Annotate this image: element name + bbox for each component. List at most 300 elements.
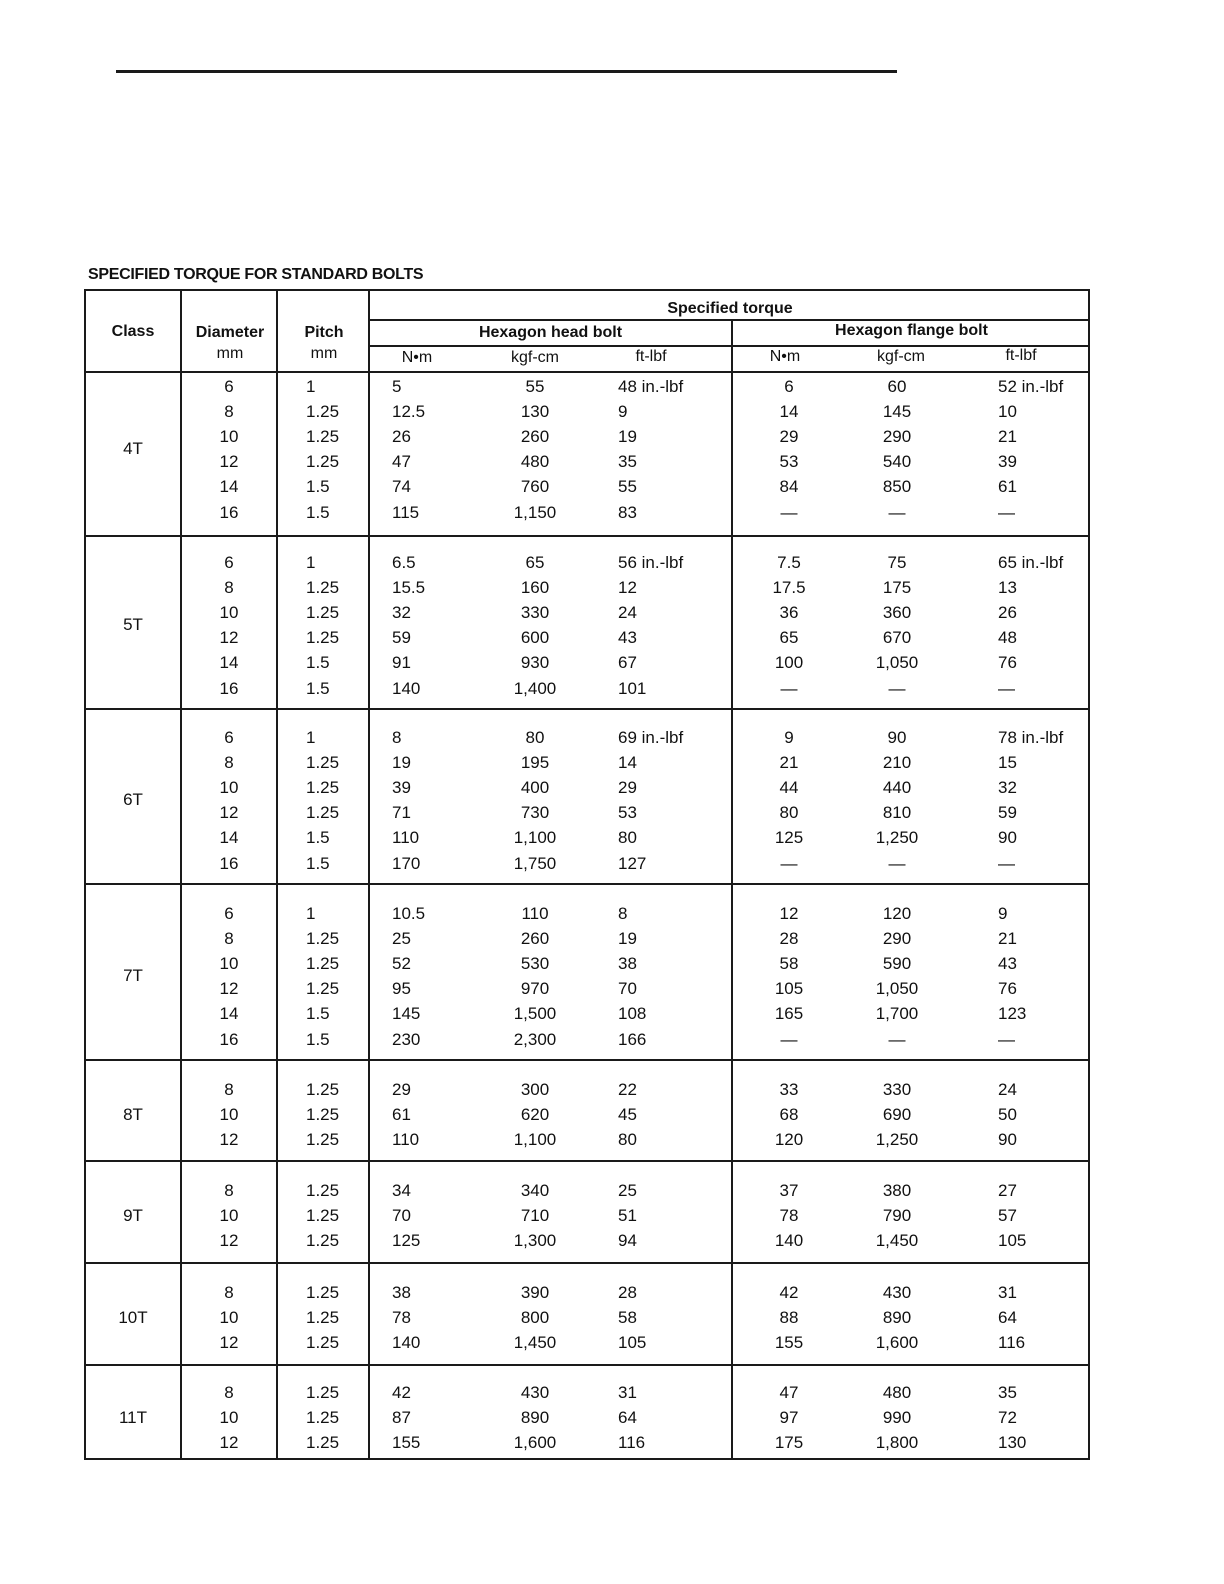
flange-nm-cell: 37: [779, 1181, 799, 1200]
head-kgfcm-cell: 930: [520, 653, 550, 673]
head-kgfcm-cell: 2,300: [513, 1029, 557, 1049]
head-nm-cell: 6.5: [392, 553, 416, 572]
head-kgfcm-cell: 110: [521, 904, 549, 923]
head-ftlbf-cell: 58: [618, 1308, 637, 1328]
head-nm-cell: 47: [392, 452, 411, 472]
head-kgfcm-cell: 330: [520, 603, 550, 623]
header-bottom-rule: [84, 371, 1090, 373]
diameter-cell: 10: [219, 1206, 239, 1226]
flange-nm-cell: —: [780, 1029, 798, 1049]
group-divider: [84, 535, 1090, 537]
pitch-cell: 1.25: [306, 1080, 340, 1099]
flange-nm-cell: 84: [779, 477, 799, 497]
flange-nm-cell: 44: [779, 778, 799, 798]
head-nm-cell: 52: [392, 954, 411, 974]
head-nm-cell: 19: [392, 753, 411, 773]
head-nm-cell: 87: [392, 1408, 411, 1428]
head-kgfcm-cell: 620: [520, 1105, 550, 1125]
head-kgfcm-cell: 1,500: [513, 1004, 557, 1024]
group-divider: [84, 883, 1090, 885]
pitch-cell: 1.25: [306, 452, 340, 472]
flange-ftlbf-cell: 48: [998, 628, 1017, 648]
head-kgfcm-cell: 390: [520, 1283, 550, 1302]
diameter-cell: 8: [224, 753, 234, 773]
diameter-cell: 8: [224, 578, 234, 598]
flange-ftlbf-cell: 65 in.-lbf: [998, 553, 1064, 572]
flange-ftlbf-cell: 9: [998, 904, 1008, 923]
pitch-cell: 1: [306, 553, 316, 572]
flange-ftlbf-cell: 24: [998, 1080, 1017, 1099]
head-ftlbf-cell: 105: [618, 1333, 647, 1353]
flange-ftlbf-cell: 59: [998, 803, 1017, 823]
flange-kgfcm-cell: —: [888, 502, 906, 522]
head-ftlbf-cell: 14: [618, 753, 637, 773]
column-divider: [731, 320, 733, 1460]
pitch-cell: 1.25: [306, 427, 340, 447]
diameter-cell: 8: [224, 402, 234, 422]
header-head-ftlbf: ft-lbf: [635, 348, 667, 365]
diameter-cell: 16: [219, 678, 239, 698]
flange-ftlbf-cell: 90: [998, 828, 1017, 848]
pitch-cell: 1.25: [306, 929, 340, 949]
flange-nm-cell: 7.5: [777, 553, 801, 572]
head-nm-cell: 26: [392, 427, 411, 447]
head-nm-cell: 15.5: [392, 578, 426, 598]
diameter-cell: 10: [219, 427, 239, 447]
pitch-cell: 1.25: [306, 1231, 340, 1251]
head-ftlbf-cell: 127: [618, 853, 647, 873]
class-label: 11T: [118, 1407, 148, 1427]
head-ftlbf-cell: 94: [618, 1231, 637, 1251]
top-rule: [116, 70, 897, 73]
head-ftlbf-cell: 12: [618, 578, 637, 598]
header-flange-nm: N•m: [769, 348, 801, 365]
flange-nm-cell: 12: [779, 904, 799, 923]
flange-ftlbf-cell: 78 in.-lbf: [998, 728, 1064, 747]
head-kgfcm-cell: 260: [520, 427, 550, 447]
flange-ftlbf-cell: 43: [998, 954, 1017, 974]
flange-kgfcm-cell: 810: [882, 803, 912, 823]
diameter-cell: 16: [219, 502, 239, 522]
group-divider: [84, 1262, 1090, 1264]
diameter-cell: 12: [219, 979, 239, 999]
diameter-cell: 8: [224, 929, 234, 949]
pitch-cell: 1.5: [306, 1004, 330, 1024]
head-ftlbf-cell: 22: [618, 1080, 637, 1099]
head-kgfcm-cell: 1,150: [513, 502, 557, 522]
diameter-cell: 12: [219, 1333, 239, 1353]
pitch-cell: 1.25: [306, 803, 340, 823]
class-label: 4T: [123, 439, 143, 459]
pitch-cell: 1.5: [306, 653, 330, 673]
head-ftlbf-cell: 19: [618, 929, 637, 949]
head-nm-cell: 95: [392, 979, 411, 999]
header-specified-torque: Specified torque: [667, 300, 793, 317]
pitch-cell: 1.25: [306, 603, 340, 623]
head-kgfcm-cell: 55: [525, 377, 545, 396]
head-nm-cell: 12.5: [392, 402, 426, 422]
head-nm-cell: 78: [392, 1308, 411, 1328]
class-label: 5T: [123, 615, 143, 635]
head-kgfcm-cell: 65: [525, 553, 545, 572]
flange-kgfcm-cell: 990: [882, 1408, 912, 1428]
head-ftlbf-cell: 53: [618, 803, 637, 823]
pitch-cell: 1.5: [306, 1029, 330, 1049]
pitch-cell: 1.25: [306, 778, 340, 798]
head-nm-cell: 145: [392, 1004, 421, 1024]
pitch-cell: 1.25: [306, 1130, 340, 1150]
head-ftlbf-cell: 19: [618, 427, 637, 447]
pitch-cell: 1.25: [306, 1383, 340, 1402]
head-nm-cell: 5: [392, 377, 402, 396]
head-ftlbf-cell: 116: [618, 1433, 646, 1453]
pitch-cell: 1.5: [306, 477, 330, 497]
head-kgfcm-cell: 400: [520, 778, 550, 798]
diameter-cell: 6: [224, 553, 234, 572]
head-ftlbf-cell: 48 in.-lbf: [618, 377, 684, 396]
pitch-cell: 1.25: [306, 1333, 340, 1353]
pitch-cell: 1.25: [306, 1105, 340, 1125]
flange-nm-cell: 29: [779, 427, 799, 447]
header-pitch-unit: mm: [310, 345, 338, 362]
head-ftlbf-cell: 35: [618, 452, 637, 472]
header-class: Class: [111, 323, 155, 340]
head-kgfcm-cell: 80: [525, 728, 545, 747]
flange-nm-cell: 140: [774, 1231, 804, 1251]
flange-kgfcm-cell: 75: [887, 553, 907, 572]
flange-ftlbf-cell: 105: [998, 1231, 1027, 1251]
flange-nm-cell: 165: [774, 1004, 804, 1024]
flange-nm-cell: 6: [784, 377, 794, 396]
flange-ftlbf-cell: 21: [998, 427, 1017, 447]
head-nm-cell: 61: [392, 1105, 411, 1125]
flange-kgfcm-cell: 175: [882, 578, 912, 598]
group-divider: [84, 1364, 1090, 1366]
class-label: 8T: [123, 1104, 143, 1124]
diameter-cell: 10: [219, 1308, 239, 1328]
pitch-cell: 1.5: [306, 678, 330, 698]
head-nm-cell: 8: [392, 728, 402, 747]
flange-nm-cell: 42: [779, 1283, 799, 1302]
head-ftlbf-cell: 101: [618, 678, 647, 698]
flange-nm-cell: 80: [779, 803, 799, 823]
head-kgfcm-cell: 1,600: [513, 1433, 557, 1453]
pitch-cell: 1.5: [306, 853, 330, 873]
flange-ftlbf-cell: 76: [998, 653, 1017, 673]
head-kgfcm-cell: 1,100: [513, 828, 557, 848]
diameter-cell: 12: [219, 1231, 239, 1251]
flange-nm-cell: 17.5: [772, 578, 806, 598]
diameter-cell: 12: [219, 1130, 239, 1150]
diameter-cell: 6: [224, 904, 234, 923]
flange-kgfcm-cell: 1,600: [875, 1333, 919, 1353]
flange-kgfcm-cell: 540: [882, 452, 912, 472]
head-kgfcm-cell: 1,450: [513, 1333, 557, 1353]
head-kgfcm-cell: 480: [520, 452, 550, 472]
head-nm-cell: 70: [392, 1206, 411, 1226]
flange-ftlbf-cell: 116: [998, 1333, 1026, 1353]
head-ftlbf-cell: 28: [618, 1283, 637, 1302]
flange-ftlbf-cell: —: [998, 853, 1015, 873]
flange-kgfcm-cell: 290: [882, 929, 912, 949]
flange-kgfcm-cell: 290: [882, 427, 912, 447]
flange-nm-cell: 100: [774, 653, 804, 673]
header-hexagon-flange-bolt: Hexagon flange bolt: [835, 322, 988, 339]
diameter-cell: 14: [219, 828, 239, 848]
flange-kgfcm-cell: 330: [882, 1080, 912, 1099]
head-ftlbf-cell: 31: [618, 1383, 637, 1402]
head-ftlbf-cell: 43: [618, 628, 637, 648]
pitch-cell: 1.25: [306, 1308, 340, 1328]
head-nm-cell: 42: [392, 1383, 411, 1402]
head-ftlbf-cell: 25: [618, 1181, 637, 1200]
flange-kgfcm-cell: 1,700: [875, 1004, 919, 1024]
head-kgfcm-cell: 530: [520, 954, 550, 974]
pitch-cell: 1.25: [306, 979, 340, 999]
head-nm-cell: 155: [392, 1433, 421, 1453]
head-nm-cell: 38: [392, 1283, 411, 1302]
head-nm-cell: 115: [392, 502, 420, 522]
head-kgfcm-cell: 970: [520, 979, 550, 999]
head-ftlbf-cell: 69 in.-lbf: [618, 728, 684, 747]
header-diameter-unit: mm: [216, 345, 244, 362]
diameter-cell: 12: [219, 803, 239, 823]
flange-ftlbf-cell: 35: [998, 1383, 1017, 1402]
head-nm-cell: 25: [392, 929, 411, 949]
head-kgfcm-cell: 1,400: [513, 678, 557, 698]
head-ftlbf-cell: 51: [618, 1206, 637, 1226]
flange-nm-cell: 175: [774, 1433, 804, 1453]
head-ftlbf-cell: 56 in.-lbf: [618, 553, 684, 572]
diameter-cell: 10: [219, 1105, 239, 1125]
pitch-cell: 1.25: [306, 1181, 340, 1200]
head-kgfcm-cell: 730: [520, 803, 550, 823]
column-divider: [276, 289, 278, 1460]
flange-nm-cell: —: [780, 678, 798, 698]
flange-kgfcm-cell: 890: [882, 1308, 912, 1328]
flange-kgfcm-cell: 430: [882, 1283, 912, 1302]
diameter-cell: 10: [219, 954, 239, 974]
flange-nm-cell: 53: [779, 452, 799, 472]
flange-kgfcm-cell: —: [888, 678, 906, 698]
flange-ftlbf-cell: 76: [998, 979, 1017, 999]
flange-kgfcm-cell: 440: [882, 778, 912, 798]
diameter-cell: 10: [219, 603, 239, 623]
flange-ftlbf-cell: 123: [998, 1004, 1027, 1024]
flange-nm-cell: 65: [779, 628, 799, 648]
head-nm-cell: 91: [392, 653, 411, 673]
diameter-cell: 16: [219, 1029, 239, 1049]
flange-kgfcm-cell: 120: [882, 904, 912, 923]
flange-nm-cell: 14: [779, 402, 799, 422]
head-ftlbf-cell: 29: [618, 778, 637, 798]
flange-ftlbf-cell: 39: [998, 452, 1017, 472]
diameter-cell: 6: [224, 377, 234, 396]
flange-ftlbf-cell: 64: [998, 1308, 1017, 1328]
pitch-cell: 1: [306, 377, 316, 396]
flange-kgfcm-cell: 360: [882, 603, 912, 623]
head-nm-cell: 140: [392, 1333, 421, 1353]
flange-ftlbf-cell: 21: [998, 929, 1017, 949]
flange-nm-cell: 78: [779, 1206, 799, 1226]
head-nm-cell: 110: [392, 1130, 420, 1150]
head-kgfcm-cell: 1,300: [513, 1231, 557, 1251]
flange-kgfcm-cell: 690: [882, 1105, 912, 1125]
pitch-cell: 1.25: [306, 1408, 340, 1428]
class-label: 9T: [123, 1205, 143, 1225]
class-label: 10T: [118, 1307, 148, 1327]
flange-ftlbf-cell: 72: [998, 1408, 1017, 1428]
header-pitch: Pitch: [304, 324, 344, 341]
flange-nm-cell: 88: [779, 1308, 799, 1328]
head-ftlbf-cell: 70: [618, 979, 637, 999]
header-flange-kgfcm: kgf-cm: [877, 348, 925, 365]
flange-ftlbf-cell: —: [998, 1029, 1015, 1049]
head-ftlbf-cell: 24: [618, 603, 637, 623]
diameter-cell: 8: [224, 1383, 234, 1402]
head-ftlbf-cell: 64: [618, 1408, 637, 1428]
flange-ftlbf-cell: 15: [998, 753, 1017, 773]
column-divider: [368, 289, 370, 1460]
pitch-cell: 1.25: [306, 753, 340, 773]
head-nm-cell: 29: [392, 1080, 411, 1099]
head-kgfcm-cell: 130: [520, 402, 550, 422]
pitch-cell: 1.25: [306, 1283, 340, 1302]
flange-kgfcm-cell: 670: [882, 628, 912, 648]
flange-nm-cell: 125: [774, 828, 804, 848]
flange-nm-cell: —: [780, 502, 798, 522]
flange-ftlbf-cell: 61: [998, 477, 1017, 497]
flange-ftlbf-cell: 13: [998, 578, 1017, 598]
class-label: 6T: [123, 790, 143, 810]
header-diameter: Diameter: [195, 324, 265, 341]
flange-kgfcm-cell: 1,250: [875, 828, 919, 848]
head-nm-cell: 74: [392, 477, 411, 497]
class-label: 7T: [123, 966, 143, 986]
head-ftlbf-cell: 9: [618, 402, 628, 422]
head-nm-cell: 32: [392, 603, 411, 623]
head-ftlbf-cell: 55: [618, 477, 637, 497]
diameter-cell: 14: [219, 477, 239, 497]
flange-kgfcm-cell: 790: [882, 1206, 912, 1226]
header-head-nm: N•m: [401, 349, 433, 366]
diameter-cell: 14: [219, 653, 239, 673]
flange-ftlbf-cell: —: [998, 678, 1015, 698]
flange-nm-cell: 155: [774, 1333, 804, 1353]
group-divider: [84, 1059, 1090, 1061]
head-ftlbf-cell: 80: [618, 1130, 637, 1150]
pitch-cell: 1: [306, 728, 316, 747]
flange-kgfcm-cell: 145: [882, 402, 912, 422]
head-kgfcm-cell: 160: [520, 578, 550, 598]
flange-kgfcm-cell: 210: [882, 753, 912, 773]
group-divider: [84, 1160, 1090, 1162]
flange-nm-cell: —: [780, 853, 798, 873]
flange-kgfcm-cell: 60: [887, 377, 907, 396]
diameter-cell: 12: [219, 628, 239, 648]
diameter-cell: 6: [224, 728, 234, 747]
flange-nm-cell: 68: [779, 1105, 799, 1125]
pitch-cell: 1.5: [306, 828, 330, 848]
flange-nm-cell: 33: [779, 1080, 799, 1099]
flange-ftlbf-cell: 27: [998, 1181, 1017, 1200]
head-nm-cell: 71: [392, 803, 411, 823]
flange-ftlbf-cell: 10: [998, 402, 1017, 422]
column-divider: [180, 289, 182, 1460]
diameter-cell: 8: [224, 1181, 234, 1200]
flange-ftlbf-cell: 32: [998, 778, 1017, 798]
head-ftlbf-cell: 67: [618, 653, 637, 673]
head-kgfcm-cell: 890: [520, 1408, 550, 1428]
flange-kgfcm-cell: —: [888, 853, 906, 873]
head-ftlbf-cell: 166: [618, 1029, 647, 1049]
flange-nm-cell: 9: [784, 728, 794, 747]
pitch-cell: 1.5: [306, 502, 330, 522]
flange-kgfcm-cell: 380: [882, 1181, 912, 1200]
header-divider: [368, 319, 1090, 321]
flange-nm-cell: 58: [779, 954, 799, 974]
table-title: SPECIFIED TORQUE FOR STANDARD BOLTS: [88, 266, 424, 283]
head-kgfcm-cell: 300: [520, 1080, 550, 1099]
head-nm-cell: 125: [392, 1231, 421, 1251]
head-kgfcm-cell: 1,750: [513, 853, 557, 873]
pitch-cell: 1.25: [306, 628, 340, 648]
head-nm-cell: 140: [392, 678, 421, 698]
head-nm-cell: 10.5: [392, 904, 426, 923]
head-kgfcm-cell: 260: [520, 929, 550, 949]
flange-ftlbf-cell: 130: [998, 1433, 1027, 1453]
head-kgfcm-cell: 430: [520, 1383, 550, 1402]
pitch-cell: 1.25: [306, 578, 340, 598]
flange-kgfcm-cell: —: [888, 1029, 906, 1049]
head-nm-cell: 34: [392, 1181, 411, 1200]
head-kgfcm-cell: 340: [520, 1181, 550, 1200]
head-ftlbf-cell: 108: [618, 1004, 647, 1024]
flange-nm-cell: 36: [779, 603, 799, 623]
group-divider: [84, 708, 1090, 710]
flange-nm-cell: 97: [779, 1408, 799, 1428]
head-ftlbf-cell: 38: [618, 954, 637, 974]
flange-ftlbf-cell: —: [998, 502, 1015, 522]
head-ftlbf-cell: 83: [618, 502, 637, 522]
head-kgfcm-cell: 600: [520, 628, 550, 648]
head-kgfcm-cell: 760: [520, 477, 550, 497]
flange-nm-cell: 47: [779, 1383, 799, 1402]
flange-ftlbf-cell: 52 in.-lbf: [998, 377, 1064, 396]
header-hexagon-head-bolt: Hexagon head bolt: [478, 324, 623, 341]
head-ftlbf-cell: 80: [618, 828, 637, 848]
head-kgfcm-cell: 800: [520, 1308, 550, 1328]
flange-nm-cell: 105: [774, 979, 804, 999]
diameter-cell: 14: [219, 1004, 239, 1024]
flange-kgfcm-cell: 90: [887, 728, 907, 747]
head-ftlbf-cell: 45: [618, 1105, 637, 1125]
flange-ftlbf-cell: 50: [998, 1105, 1017, 1125]
head-nm-cell: 110: [392, 828, 420, 848]
flange-ftlbf-cell: 57: [998, 1206, 1017, 1226]
flange-ftlbf-cell: 31: [998, 1283, 1017, 1302]
flange-kgfcm-cell: 1,800: [875, 1433, 919, 1453]
flange-nm-cell: 21: [779, 753, 799, 773]
pitch-cell: 1: [306, 904, 316, 923]
flange-kgfcm-cell: 1,050: [875, 653, 919, 673]
flange-kgfcm-cell: 1,450: [875, 1231, 919, 1251]
pitch-cell: 1.25: [306, 402, 340, 422]
head-kgfcm-cell: 195: [520, 753, 550, 773]
head-nm-cell: 170: [392, 853, 421, 873]
diameter-cell: 12: [219, 452, 239, 472]
pitch-cell: 1.25: [306, 1433, 340, 1453]
